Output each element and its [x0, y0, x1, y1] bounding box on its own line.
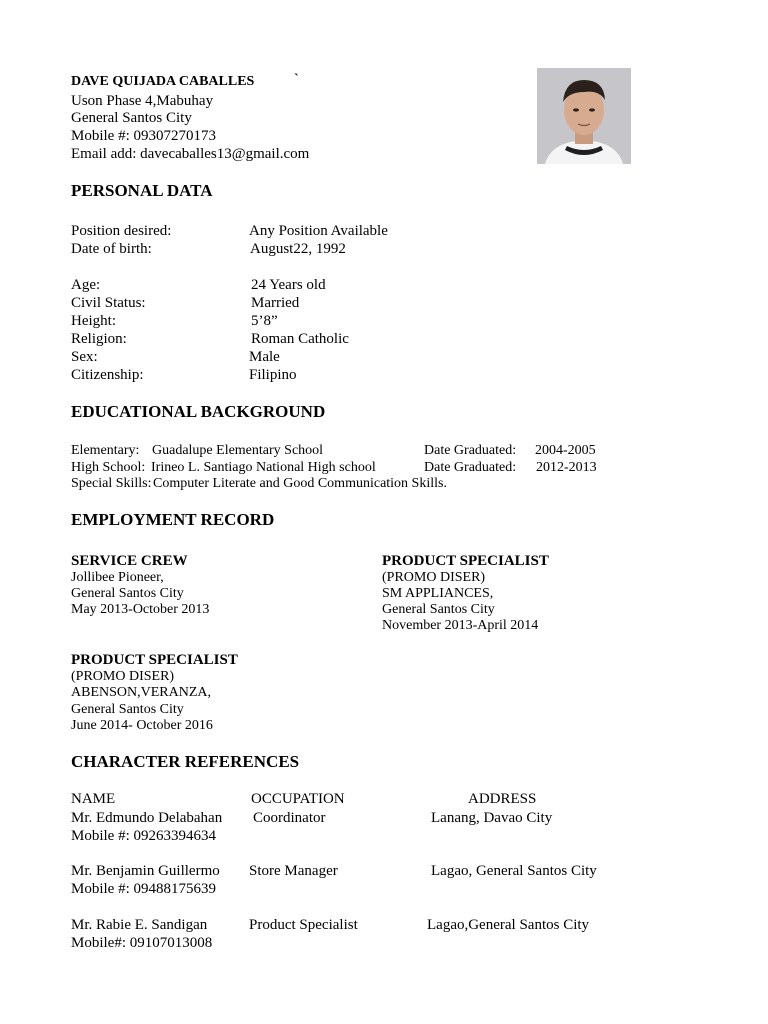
- personal-label: Citizenship:: [71, 367, 144, 383]
- reference-occupation: Product Specialist: [249, 917, 358, 933]
- applicant-photo: [537, 68, 631, 164]
- job-detail: Jollibee Pioneer,: [71, 570, 164, 585]
- personal-label: Height:: [71, 313, 116, 329]
- elementary-years: 2004-2005: [535, 443, 596, 458]
- reference-occupation: Store Manager: [249, 863, 338, 879]
- stray-mark: `: [294, 72, 299, 87]
- address-line-1: Uson Phase 4,Mabuhay: [71, 93, 214, 109]
- mobile-number: Mobile #: 09307270173: [71, 128, 216, 144]
- email-address: Email add: davecaballes13@gmail.com: [71, 146, 310, 162]
- address-line-2: General Santos City: [71, 110, 192, 126]
- reference-name: Mr. Benjamin Guillermo: [71, 863, 220, 879]
- job-detail: SM APPLIANCES,: [382, 586, 494, 601]
- reference-address: Lagao, General Santos City: [431, 863, 597, 879]
- personal-value: Roman Catholic: [251, 331, 349, 347]
- highschool-grad-label: Date Graduated:: [424, 460, 517, 475]
- skills-label: Special Skills:: [71, 476, 152, 491]
- column-header-occupation: OCCUPATION: [251, 791, 345, 807]
- reference-occupation: Coordinator: [253, 810, 326, 826]
- applicant-name: DAVE QUIJADA CABALLES: [71, 74, 255, 89]
- elementary-label: Elementary:: [71, 443, 140, 458]
- reference-mobile: Mobile#: 09107013008: [71, 935, 213, 951]
- job-detail: General Santos City: [71, 586, 184, 601]
- job-detail: June 2014- October 2016: [71, 718, 213, 733]
- elementary-grad-label: Date Graduated:: [424, 443, 517, 458]
- personal-data-heading: PERSONAL DATA: [71, 181, 213, 200]
- personal-label: Date of birth:: [71, 241, 152, 257]
- highschool-years: 2012-2013: [536, 460, 597, 475]
- column-header-address: ADDRESS: [468, 791, 537, 807]
- job-detail: November 2013-April 2014: [382, 618, 539, 633]
- elementary-school: Guadalupe Elementary School: [152, 443, 324, 458]
- personal-label: Position desired:: [71, 223, 172, 239]
- personal-label: Sex:: [71, 349, 98, 365]
- reference-mobile: Mobile #: 09488175639: [71, 881, 216, 897]
- highschool-school: Irineo L. Santiago National High school: [151, 460, 376, 475]
- personal-label: Religion:: [71, 331, 127, 347]
- job-detail: General Santos City: [71, 702, 184, 717]
- references-heading: CHARACTER REFERENCES: [71, 752, 300, 771]
- job-title: PRODUCT SPECIALIST: [71, 652, 238, 668]
- personal-value: Any Position Available: [249, 223, 388, 239]
- reference-address: Lagao,General Santos City: [427, 917, 590, 933]
- job-detail: (PROMO DISER): [71, 669, 175, 684]
- skills-value: Computer Literate and Good Communication Skills.: [153, 476, 447, 491]
- employment-heading: EMPLOYMENT RECORD: [71, 510, 275, 529]
- education-heading: EDUCATIONAL BACKGROUND: [71, 402, 326, 421]
- reference-mobile: Mobile #: 09263394634: [71, 828, 216, 844]
- highschool-label: High School:: [71, 460, 146, 475]
- reference-name: Mr. Rabie E. Sandigan: [71, 917, 208, 933]
- job-detail: ABENSON,VERANZA,: [71, 685, 211, 700]
- job-detail: (PROMO DISER): [382, 570, 486, 585]
- personal-value: Filipino: [249, 367, 297, 383]
- personal-value: Male: [249, 349, 280, 365]
- job-title: SERVICE CREW: [71, 553, 188, 569]
- personal-value: Married: [251, 295, 300, 311]
- personal-value: 5’8”: [251, 313, 278, 329]
- column-header-name: NAME: [71, 791, 116, 807]
- job-detail: General Santos City: [382, 602, 495, 617]
- job-detail: May 2013-October 2013: [71, 602, 210, 617]
- personal-label: Civil Status:: [71, 295, 146, 311]
- job-title: PRODUCT SPECIALIST: [382, 553, 549, 569]
- reference-name: Mr. Edmundo Delabahan: [71, 810, 223, 826]
- reference-address: Lanang, Davao City: [431, 810, 553, 826]
- personal-value: August22, 1992: [250, 241, 346, 257]
- personal-label: Age:: [71, 277, 101, 293]
- personal-value: 24 Years old: [251, 277, 326, 293]
